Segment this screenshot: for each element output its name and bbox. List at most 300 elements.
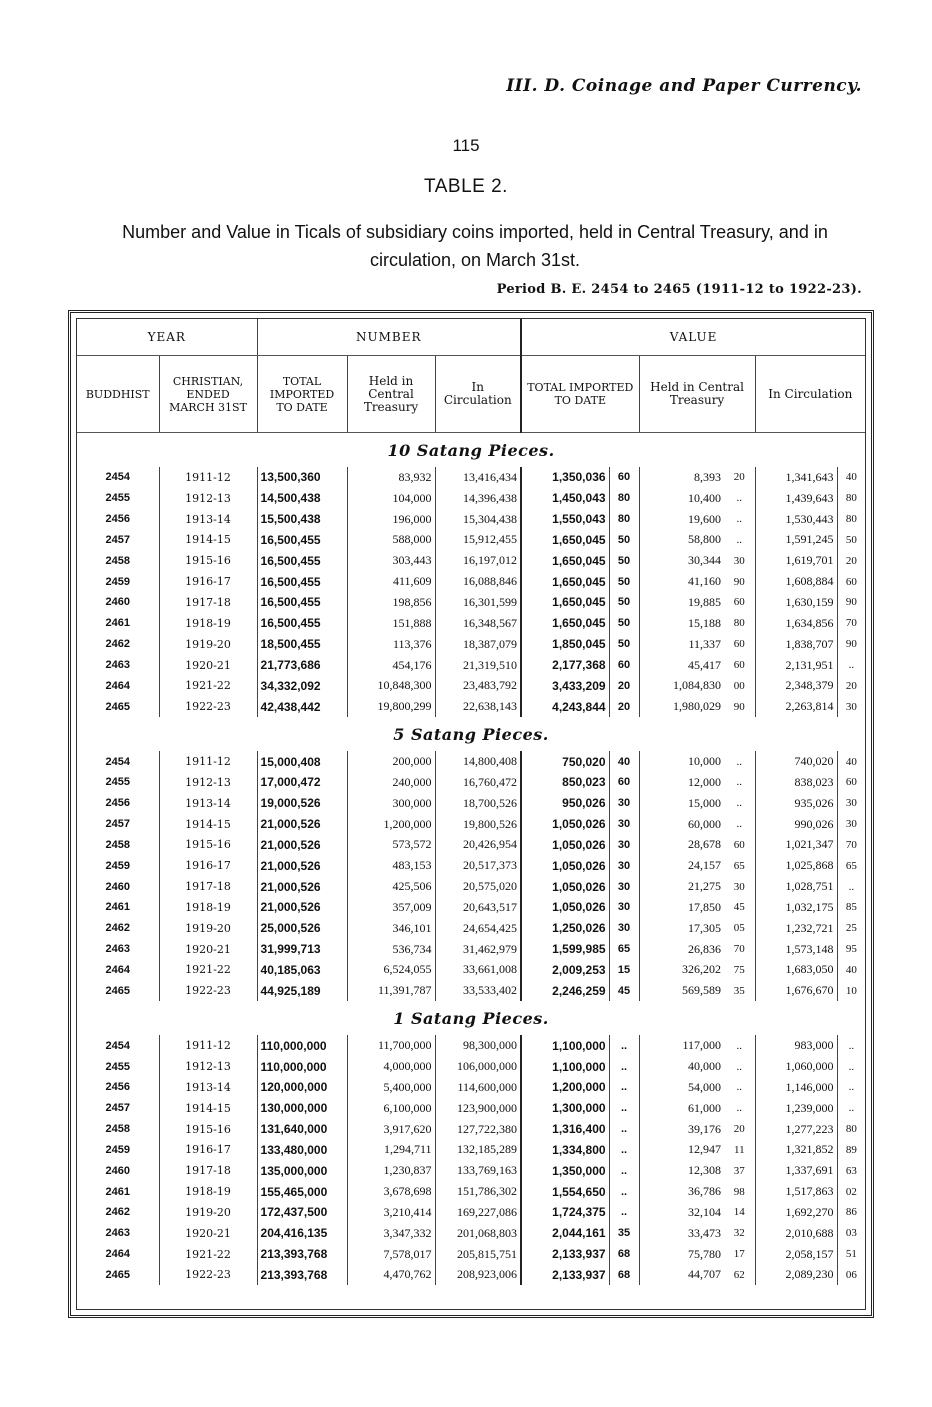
cell-in-circulation: 15,304,438 [435, 509, 521, 530]
cell-value-imported-satang: 60 [609, 655, 639, 676]
cell-value-held: 15,188 [639, 613, 724, 634]
cell-value-circulation: 1,032,175 [755, 897, 837, 918]
cell-value-held-satang: .. [736, 755, 743, 768]
cell-buddhist-year: 2457 [105, 818, 130, 831]
cell-held-treasury: 5,400,000 [347, 1077, 435, 1098]
cell-held-treasury: 425,506 [347, 876, 435, 897]
cell-value-circulation-satang: 86 [837, 1202, 865, 1223]
cell-total-imported: 21,000,526 [257, 814, 347, 835]
cell-value-imported-satang: 30 [609, 855, 639, 876]
cell-value-circulation-satang: 02 [837, 1181, 865, 1202]
cell-buddhist-year: 2457 [105, 533, 130, 546]
cell-christian-year: 1915-16 [159, 550, 257, 571]
cell-value-circulation-satang: 65 [837, 855, 865, 876]
group-header-year: YEAR [77, 319, 257, 356]
cell-value-imported: 2,133,937 [521, 1265, 609, 1286]
cell-in-circulation: 16,348,567 [435, 613, 521, 634]
cell-value-held: 61,000 [639, 1098, 724, 1119]
cell-value-held-satang: .. [736, 1060, 743, 1073]
cell-value-held: 33,473 [639, 1223, 724, 1244]
cell-held-treasury: 3,210,414 [347, 1202, 435, 1223]
cell-value-imported: 1,050,026 [521, 855, 609, 876]
cell-value-circulation-satang: 06 [837, 1265, 865, 1286]
cell-value-held: 326,202 [639, 960, 724, 981]
cell-value-imported-satang: 65 [609, 939, 639, 960]
cell-value-imported-satang: .. [609, 1056, 639, 1077]
cell-christian-year: 1913-14 [159, 793, 257, 814]
cell-value-imported: 1,050,026 [521, 814, 609, 835]
table-row [77, 655, 865, 676]
cell-christian-year: 1911-12 [159, 751, 257, 772]
cell-value-held: 8,393 [639, 467, 724, 488]
cell-value-circulation-satang: 51 [837, 1244, 865, 1265]
cell-value-imported-satang: 45 [609, 980, 639, 1001]
cell-value-circulation: 838,023 [755, 772, 837, 793]
cell-value-held-satang: 11 [734, 1143, 745, 1156]
cell-buddhist-year: 2464 [105, 679, 130, 692]
cell-value-imported: 2,133,937 [521, 1244, 609, 1265]
cell-held-treasury: 11,700,000 [347, 1035, 435, 1056]
cell-value-circulation-satang: 95 [837, 939, 865, 960]
cell-total-imported: 213,393,768 [257, 1244, 347, 1265]
table-row [77, 550, 865, 571]
cell-value-held: 36,786 [639, 1181, 724, 1202]
cell-value-imported-satang: 20 [609, 696, 639, 717]
cell-value-imported-satang: 30 [609, 918, 639, 939]
cell-value-imported-satang: 50 [609, 613, 639, 634]
table-row [77, 918, 865, 939]
cell-in-circulation: 201,068,803 [435, 1223, 521, 1244]
cell-christian-year: 1921-22 [159, 960, 257, 981]
cell-value-held: 117,000 [639, 1035, 724, 1056]
cell-value-held-satang: .. [736, 776, 743, 789]
cell-value-imported: 1,599,985 [521, 939, 609, 960]
cell-buddhist-year: 2454 [105, 1039, 130, 1052]
cell-value-held: 17,305 [639, 918, 724, 939]
cell-value-imported: 1,050,026 [521, 876, 609, 897]
cell-buddhist-year: 2462 [105, 1206, 130, 1219]
cell-value-held: 24,157 [639, 855, 724, 876]
cell-value-circulation-satang: .. [837, 1077, 865, 1098]
cell-christian-year: 1912-13 [159, 772, 257, 793]
cell-value-held-satang: .. [736, 1039, 743, 1052]
cell-held-treasury: 588,000 [347, 530, 435, 551]
cell-value-circulation-satang: 80 [837, 1119, 865, 1140]
cell-in-circulation: 114,600,000 [435, 1077, 521, 1098]
cell-held-treasury: 240,000 [347, 772, 435, 793]
table-row [77, 751, 865, 772]
cell-total-imported: 15,000,408 [257, 751, 347, 772]
cell-value-circulation: 1,439,643 [755, 488, 837, 509]
table-row [77, 613, 865, 634]
cell-in-circulation: 208,923,006 [435, 1265, 521, 1286]
table-row [77, 897, 865, 918]
cell-value-imported-satang: 60 [609, 467, 639, 488]
cell-value-held-satang: .. [736, 1102, 743, 1115]
cell-value-circulation-satang: 80 [837, 509, 865, 530]
table-row [77, 1119, 865, 1140]
cell-in-circulation: 14,396,438 [435, 488, 521, 509]
cell-value-circulation: 2,010,688 [755, 1223, 837, 1244]
cell-value-circulation: 1,591,245 [755, 530, 837, 551]
cell-christian-year: 1917-18 [159, 876, 257, 897]
cell-value-imported: 750,020 [521, 751, 609, 772]
cell-christian-year: 1914-15 [159, 814, 257, 835]
cell-held-treasury: 198,856 [347, 592, 435, 613]
cell-value-imported: 1,100,000 [521, 1056, 609, 1077]
cell-value-circulation: 990,026 [755, 814, 837, 835]
table-row [77, 1223, 865, 1244]
cell-value-held-satang: 60 [733, 638, 745, 651]
cell-buddhist-year: 2456 [105, 1081, 130, 1094]
cell-value-circulation-satang: .. [837, 1035, 865, 1056]
cell-held-treasury: 200,000 [347, 751, 435, 772]
cell-total-imported: 110,000,000 [257, 1035, 347, 1056]
cell-value-imported: 1,300,000 [521, 1098, 609, 1119]
col-header-value-circulation: In Circulation [755, 356, 865, 433]
cell-total-imported: 21,773,686 [257, 655, 347, 676]
cell-buddhist-year: 2462 [105, 922, 130, 935]
cell-value-imported-satang: 68 [609, 1265, 639, 1286]
cell-in-circulation: 16,301,599 [435, 592, 521, 613]
table-row [77, 634, 865, 655]
cell-total-imported: 13,500,360 [257, 467, 347, 488]
cell-held-treasury: 6,524,055 [347, 960, 435, 981]
coin-table [77, 319, 865, 1285]
cell-value-circulation-satang: 85 [837, 897, 865, 918]
cell-in-circulation: 21,319,510 [435, 655, 521, 676]
cell-christian-year: 1917-18 [159, 592, 257, 613]
cell-value-imported: 1,554,650 [521, 1181, 609, 1202]
cell-held-treasury: 151,888 [347, 613, 435, 634]
table-row [77, 1098, 865, 1119]
table-row [77, 793, 865, 814]
cell-value-held: 1,980,029 [639, 696, 724, 717]
cell-held-treasury: 19,800,299 [347, 696, 435, 717]
cell-value-held: 12,000 [639, 772, 724, 793]
cell-value-circulation: 2,089,230 [755, 1265, 837, 1286]
cell-value-imported: 1,334,800 [521, 1139, 609, 1160]
cell-value-circulation-satang: 10 [837, 980, 865, 1001]
table-row [77, 467, 865, 488]
cell-value-circulation: 1,337,691 [755, 1160, 837, 1181]
table-row [77, 675, 865, 696]
cell-value-imported: 1,350,000 [521, 1160, 609, 1181]
cell-total-imported: 204,416,135 [257, 1223, 347, 1244]
table-row [77, 1160, 865, 1181]
cell-value-circulation-satang: 03 [837, 1223, 865, 1244]
cell-total-imported: 21,000,526 [257, 835, 347, 856]
cell-held-treasury: 4,000,000 [347, 1056, 435, 1077]
cell-value-circulation: 1,060,000 [755, 1056, 837, 1077]
cell-value-held-satang: 80 [733, 617, 745, 630]
cell-buddhist-year: 2458 [105, 1123, 130, 1136]
cell-in-circulation: 33,533,402 [435, 980, 521, 1001]
cell-value-imported-satang: 50 [609, 571, 639, 592]
cell-in-circulation: 22,638,143 [435, 696, 521, 717]
cell-buddhist-year: 2461 [105, 617, 130, 630]
cell-total-imported: 16,500,455 [257, 613, 347, 634]
cell-value-circulation-satang: 40 [837, 960, 865, 981]
table-row [77, 939, 865, 960]
cell-value-held-satang: 00 [733, 679, 745, 692]
cell-buddhist-year: 2465 [105, 1268, 130, 1281]
cell-value-imported: 1,050,026 [521, 897, 609, 918]
group-header-number: NUMBER [257, 319, 521, 356]
cell-held-treasury: 300,000 [347, 793, 435, 814]
cell-total-imported: 42,438,442 [257, 696, 347, 717]
col-header-held: Held in Central Treasury [347, 356, 435, 433]
cell-value-imported-satang: .. [609, 1202, 639, 1223]
table-row [77, 855, 865, 876]
cell-value-circulation-satang: 60 [837, 571, 865, 592]
section-title: 5 Satang Pieces. [393, 724, 549, 744]
cell-value-held-satang: .. [736, 1081, 743, 1094]
cell-total-imported: 31,999,713 [257, 939, 347, 960]
cell-buddhist-year: 2456 [105, 797, 130, 810]
group-header-value: VALUE [521, 319, 865, 356]
cell-value-imported-satang: 80 [609, 509, 639, 530]
cell-value-circulation: 2,131,951 [755, 655, 837, 676]
col-header-value-held: Held in Central Treasury [639, 356, 755, 433]
cell-christian-year: 1912-13 [159, 1056, 257, 1077]
cell-value-circulation-satang: 25 [837, 918, 865, 939]
cell-value-imported-satang: .. [609, 1119, 639, 1140]
cell-value-held-satang: 32 [733, 1227, 745, 1240]
cell-total-imported: 21,000,526 [257, 855, 347, 876]
cell-value-held-satang: 70 [733, 943, 745, 956]
cell-total-imported: 130,000,000 [257, 1098, 347, 1119]
cell-in-circulation: 16,088,846 [435, 571, 521, 592]
cell-value-circulation-satang: 89 [837, 1139, 865, 1160]
cell-value-circulation-satang: .. [837, 1098, 865, 1119]
cell-in-circulation: 98,300,000 [435, 1035, 521, 1056]
cell-value-circulation: 2,263,814 [755, 696, 837, 717]
cell-value-imported: 1,650,045 [521, 550, 609, 571]
cell-held-treasury: 454,176 [347, 655, 435, 676]
cell-value-held: 10,400 [639, 488, 724, 509]
cell-total-imported: 110,000,000 [257, 1056, 347, 1077]
cell-value-held: 75,780 [639, 1244, 724, 1265]
cell-buddhist-year: 2460 [105, 1164, 130, 1177]
cell-total-imported: 16,500,455 [257, 571, 347, 592]
cell-in-circulation: 24,654,425 [435, 918, 521, 939]
cell-value-circulation-satang: 80 [837, 488, 865, 509]
cell-value-held-satang: 60 [733, 838, 745, 851]
cell-value-imported-satang: .. [609, 1139, 639, 1160]
cell-value-imported-satang: 68 [609, 1244, 639, 1265]
cell-held-treasury: 1,200,000 [347, 814, 435, 835]
cell-value-circulation: 2,348,379 [755, 675, 837, 696]
cell-value-circulation-satang: 20 [837, 550, 865, 571]
col-header-buddhist: BUDDHIST [77, 356, 159, 433]
cell-christian-year: 1919-20 [159, 1202, 257, 1223]
cell-christian-year: 1915-16 [159, 835, 257, 856]
table-row [77, 1035, 865, 1056]
cell-value-held: 54,000 [639, 1077, 724, 1098]
cell-value-circulation: 1,619,701 [755, 550, 837, 571]
cell-value-imported: 4,243,844 [521, 696, 609, 717]
cell-buddhist-year: 2462 [105, 638, 130, 651]
cell-value-held: 30,344 [639, 550, 724, 571]
section-title: 1 Satang Pieces. [393, 1008, 549, 1028]
cell-held-treasury: 483,153 [347, 855, 435, 876]
section-title-row [77, 1001, 865, 1035]
cell-held-treasury: 196,000 [347, 509, 435, 530]
table-row [77, 571, 865, 592]
cell-value-imported-satang: .. [609, 1098, 639, 1119]
cell-in-circulation: 15,912,455 [435, 530, 521, 551]
cell-christian-year: 1913-14 [159, 1077, 257, 1098]
cell-value-held-satang: .. [736, 818, 743, 831]
cell-value-held-satang: .. [736, 797, 743, 810]
cell-value-circulation: 1,277,223 [755, 1119, 837, 1140]
cell-buddhist-year: 2459 [105, 1143, 130, 1156]
cell-total-imported: 17,000,472 [257, 772, 347, 793]
cell-total-imported: 19,000,526 [257, 793, 347, 814]
cell-buddhist-year: 2454 [105, 471, 130, 484]
cell-christian-year: 1918-19 [159, 613, 257, 634]
cell-value-circulation-satang: 90 [837, 634, 865, 655]
cell-in-circulation: 16,197,012 [435, 550, 521, 571]
table-row [77, 876, 865, 897]
cell-value-held: 19,600 [639, 509, 724, 530]
cell-value-imported: 2,009,253 [521, 960, 609, 981]
period-note: Period B. E. 2454 to 2465 (1911-12 to 1922-23). [496, 282, 862, 297]
cell-in-circulation: 33,661,008 [435, 960, 521, 981]
cell-in-circulation: 20,426,954 [435, 835, 521, 856]
cell-in-circulation: 16,760,472 [435, 772, 521, 793]
cell-held-treasury: 573,572 [347, 835, 435, 856]
cell-value-held-satang: 45 [733, 901, 745, 914]
cell-value-held: 44,707 [639, 1265, 724, 1286]
cell-in-circulation: 31,462,979 [435, 939, 521, 960]
table-caption: Number and Value in Ticals of subsidiary coins imported, held in Central Treasury, and in circulation, on March 31st. [122, 222, 828, 270]
cell-total-imported: 14,500,438 [257, 488, 347, 509]
cell-value-imported-satang: .. [609, 1077, 639, 1098]
cell-value-held-satang: .. [736, 513, 743, 526]
cell-value-circulation-satang: 40 [837, 467, 865, 488]
cell-value-held: 40,000 [639, 1056, 724, 1077]
col-header-value-total-imported: TOTAL IMPORTED TO DATE [521, 356, 639, 433]
cell-in-circulation: 18,700,526 [435, 793, 521, 814]
cell-value-imported-satang: 50 [609, 634, 639, 655]
cell-held-treasury: 6,100,000 [347, 1098, 435, 1119]
cell-value-held: 39,176 [639, 1119, 724, 1140]
cell-total-imported: 44,925,189 [257, 980, 347, 1001]
cell-christian-year: 1916-17 [159, 855, 257, 876]
cell-buddhist-year: 2463 [105, 943, 130, 956]
cell-total-imported: 21,000,526 [257, 876, 347, 897]
cell-held-treasury: 11,391,787 [347, 980, 435, 1001]
cell-held-treasury: 1,294,711 [347, 1139, 435, 1160]
cell-christian-year: 1913-14 [159, 509, 257, 530]
cell-buddhist-year: 2464 [105, 963, 130, 976]
cell-total-imported: 131,640,000 [257, 1119, 347, 1140]
cell-held-treasury: 104,000 [347, 488, 435, 509]
cell-christian-year: 1918-19 [159, 897, 257, 918]
cell-held-treasury: 7,578,017 [347, 1244, 435, 1265]
cell-value-circulation: 1,028,751 [755, 876, 837, 897]
cell-value-imported: 2,246,259 [521, 980, 609, 1001]
cell-total-imported: 40,185,063 [257, 960, 347, 981]
cell-value-imported: 1,350,036 [521, 467, 609, 488]
table-row [77, 509, 865, 530]
cell-value-circulation-satang: 70 [837, 613, 865, 634]
cell-value-circulation-satang: .. [837, 1056, 865, 1077]
table-row [77, 592, 865, 613]
cell-christian-year: 1916-17 [159, 1139, 257, 1160]
cell-christian-year: 1919-20 [159, 634, 257, 655]
cell-value-imported-satang: 40 [609, 751, 639, 772]
cell-value-circulation-satang: 60 [837, 772, 865, 793]
section-heading: III. D. Coinage and Paper Currency. [506, 76, 862, 96]
cell-held-treasury: 113,376 [347, 634, 435, 655]
cell-value-circulation-satang: 70 [837, 835, 865, 856]
cell-value-imported: 1,450,043 [521, 488, 609, 509]
cell-christian-year: 1917-18 [159, 1160, 257, 1181]
cell-in-circulation: 151,786,302 [435, 1181, 521, 1202]
cell-in-circulation: 14,800,408 [435, 751, 521, 772]
cell-christian-year: 1915-16 [159, 1119, 257, 1140]
cell-value-held-satang: .. [736, 533, 743, 546]
cell-christian-year: 1911-12 [159, 467, 257, 488]
table-row [77, 980, 865, 1001]
cell-value-held: 19,885 [639, 592, 724, 613]
table-row [77, 1056, 865, 1077]
cell-held-treasury: 83,932 [347, 467, 435, 488]
cell-buddhist-year: 2459 [105, 575, 130, 588]
cell-value-held-satang: 05 [733, 922, 745, 935]
cell-in-circulation: 20,643,517 [435, 897, 521, 918]
cell-value-imported: 1,650,045 [521, 592, 609, 613]
cell-total-imported: 15,500,438 [257, 509, 347, 530]
cell-in-circulation: 169,227,086 [435, 1202, 521, 1223]
cell-in-circulation: 205,815,751 [435, 1244, 521, 1265]
cell-value-circulation: 740,020 [755, 751, 837, 772]
cell-held-treasury: 303,443 [347, 550, 435, 571]
table-row [77, 1202, 865, 1223]
cell-buddhist-year: 2458 [105, 554, 130, 567]
cell-value-circulation: 1,692,270 [755, 1202, 837, 1223]
cell-christian-year: 1914-15 [159, 530, 257, 551]
cell-value-imported-satang: 35 [609, 1223, 639, 1244]
cell-value-circulation: 983,000 [755, 1035, 837, 1056]
cell-value-held-satang: 14 [733, 1206, 745, 1219]
table-row [77, 488, 865, 509]
table-row [77, 1181, 865, 1202]
cell-value-imported-satang: 30 [609, 897, 639, 918]
cell-value-imported-satang: 50 [609, 592, 639, 613]
cell-value-imported: 950,026 [521, 793, 609, 814]
cell-value-imported: 1,850,045 [521, 634, 609, 655]
cell-value-held-satang: 65 [733, 859, 745, 872]
cell-value-held: 41,160 [639, 571, 724, 592]
cell-value-imported: 1,200,000 [521, 1077, 609, 1098]
cell-value-held: 12,947 [639, 1139, 724, 1160]
cell-total-imported: 21,000,526 [257, 897, 347, 918]
cell-value-imported: 2,177,368 [521, 655, 609, 676]
cell-held-treasury: 411,609 [347, 571, 435, 592]
cell-value-circulation: 1,146,000 [755, 1077, 837, 1098]
cell-value-circulation: 1,517,863 [755, 1181, 837, 1202]
cell-held-treasury: 3,678,698 [347, 1181, 435, 1202]
cell-buddhist-year: 2457 [105, 1102, 130, 1115]
cell-held-treasury: 4,470,762 [347, 1265, 435, 1286]
cell-value-imported-satang: .. [609, 1035, 639, 1056]
table-body [77, 433, 865, 1286]
cell-value-circulation: 1,608,884 [755, 571, 837, 592]
